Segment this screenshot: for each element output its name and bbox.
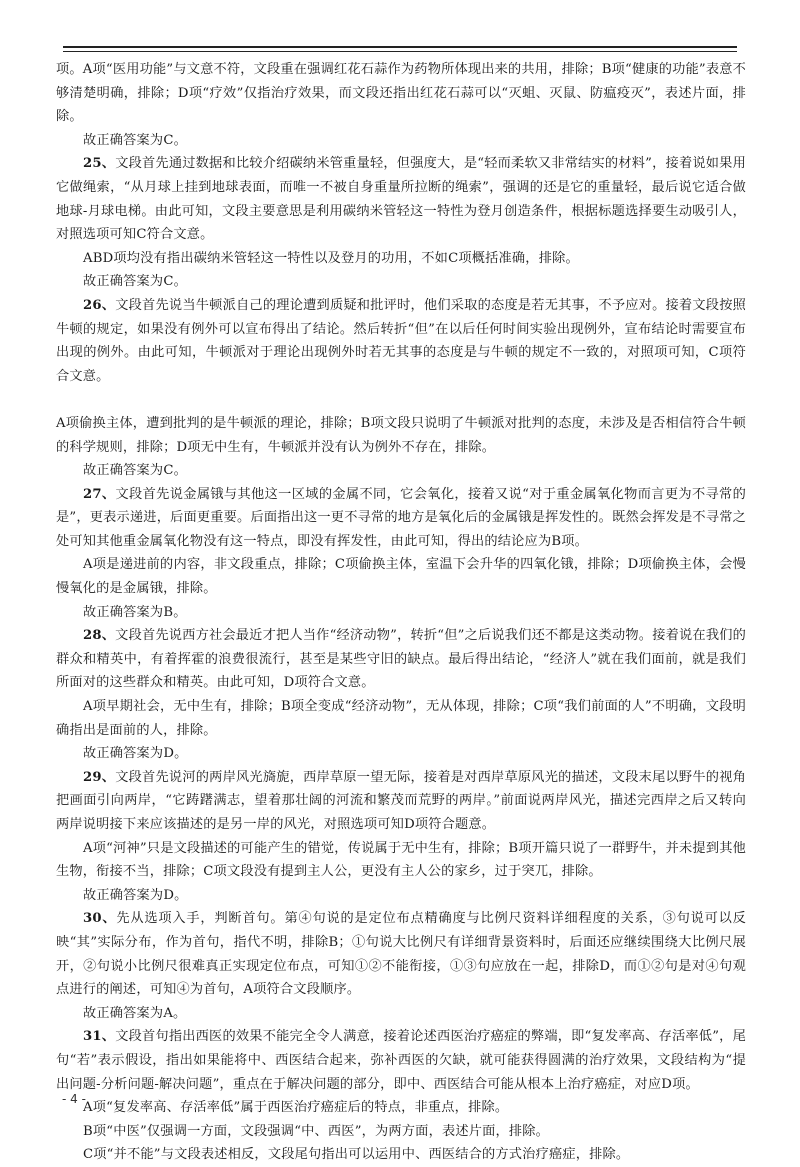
paragraph: 故正确答案为C。 (83, 463, 188, 479)
paragraph: A项“河神”只是文段描述的可能产生的错觉，传说属于无中生有，排除；B项开篇只说了一群野牛，并未提到其他生物，衔接不当，排除；C项文段没有提到主人公，更没有主人公的家乡，过于突兀，排除。 (56, 840, 746, 880)
question-number: 31、 (83, 1029, 116, 1045)
question-text: 文段首先说金属锇与其他这一区域的金属不同，它会氧化，接着又说“对于重金属氧化物而言更为不寻常的是”，更表示递进，后面更重要。后面指出这一更不寻常的地方是氧化后的金属锇是挥发性的。既然会挥发是不寻常之处可知其他重金属氧化物没有这一特点，即没有挥发性，由此可知，得出的结论应为B项。 (56, 486, 747, 549)
paragraph: 故正确答案为D。 (83, 887, 188, 903)
question-text: 文段首先说河的两岸风光旖旎，西岸草原一望无际，接着是对西岸草原风光的描述，文段末尾以野牛的视角把画面引向两岸，“它踌躇满志，望着那壮阔的河流和繁茂而荒野的两岸。”前面说两岸风光，描述完西岸之后又转向两岸说明接下来应该描述的是另一岸的风光，对照选项可知D项符合题意。 (56, 769, 746, 832)
question-text: 文段首先说当牛顿派自己的理论遭到质疑和批评时，他们采取的态度是若无其事，不予应对。接着文段按照牛顿的规定，如果没有例外可以宣布得出了结论。然后转折“但”在以后任何时间实验出现例外，宣布结论时需要宣布出现的例外。由此可知，牛顿派对于理论出现例外时若无其事的态度是与牛顿的规定不一致的，对照项可知，C项符合文意。 (56, 297, 746, 384)
question-explanation (56, 907, 746, 1001)
paragraph: 项。A项“医用功能”与文意不符，文段重在强调红花石蒜作为药物所体现出来的共用，排除；B项“健康的功能”表意不够清楚明确，排除；D项“疗效”仅指治疗效果，而文段还指出红花石蒜可以“灭蛆、灭鼠、防瘟疫灭”，表述片面，排除。 (56, 62, 746, 125)
question-number: 29、 (83, 769, 116, 785)
question-explanation (56, 483, 746, 554)
question-explanation (56, 1025, 746, 1096)
question-number: 25、 (83, 156, 116, 172)
question-text: 文段首先说西方社会最近才把人当作“经济动物”，转折“但”之后说我们还不都是这类动物。接着说在我们的群众和精英中，有着挥霍的浪费很流行，甚至是某些守旧的缺点。最后得出结论，“经济人”就在我们面前，就是我们所面对的这些群众和精英。由此可知，D项符合文意。 (56, 628, 747, 691)
question-explanation (56, 152, 746, 246)
question-text: 先从选项入手，判断首句。第④句说的是定位布点精确度与比例尺资料详细程度的关系，③句说可以反映“其”实际分布，作为首句，指代不明，排除B；①句说大比例尺有详细背景资料时，后面还应继续围绕大比例尺展开，②句说小比例尺很难真正实现定位布点，可知①②不能衔接，①③句应放在一起，排除D，而①②句是对④句观点进行的阐述，可知④为首句，A项符合文段顺序。 (56, 911, 746, 998)
paragraph: ABD项均没有指出碳纳米管轻这一特性以及登月的功用，不如C项概括准确，排除。 (83, 250, 579, 266)
paragraph: A项“复发率高、存活率低”属于西医治疗癌症后的特点，非重点，排除。 (83, 1100, 509, 1116)
question-text: 文段首先通过数据和比较介绍碳纳米管重量轻，但强度大，是“轻而柔软又非常结实的材料”，接着说如果用它做绳索，“从月球上挂到地球表面，而唯一不被自身重量所拉断的绳索”，强调的还是它的重量轻，最后说它适合做地球-月球电梯。由此可知，文段主要意思是利用碳纳米管轻这一特性为登月创造条件，根据标题选择要生动吸引人，对照选项可知C符合文意。 (56, 156, 746, 243)
paragraph: 故正确答案为B。 (83, 604, 187, 620)
question-number: 30、 (83, 911, 117, 927)
paragraph: 故正确答案为D。 (83, 746, 188, 762)
paragraph: A项偷换主体，遭到批判的是牛顿派的理论，排除；B项文段只说明了牛顿派对批判的态度，未涉及是否相信符合牛顿的科学规则，排除；D项无中生有，牛顿派并没有认为例外不存在，排除。 (56, 415, 746, 455)
question-number: 28、 (83, 628, 116, 644)
paragraph: C项“并不能”与文段表述相反，文段尾句指出可以运用中、西医结合的方式治疗癌症，排除。 (83, 1147, 630, 1163)
question-explanation (56, 766, 746, 837)
paragraph: 故正确答案为C。 (83, 132, 188, 148)
header-rule-thick (63, 46, 737, 48)
paragraph: 故正确答案为C。 (83, 274, 188, 290)
answer-explanations (56, 58, 746, 1167)
blank-line (56, 388, 746, 412)
paragraph: A项是递进前的内容，非文段重点，排除；C项偷换主体，室温下会升华的四氧化锇，排除；D项偷换主体，会慢慢氧化的是金属锇，排除。 (56, 557, 746, 597)
paragraph: 故正确答案为A。 (83, 1005, 187, 1021)
question-number: 27、 (83, 486, 116, 502)
page-number: - 4 - (62, 1092, 86, 1106)
paragraph: B项“中医”仅强调一方面，文段强调“中、西医”，为两方面，表述片面，排除。 (83, 1123, 550, 1139)
header-rule-thin (63, 51, 737, 52)
question-explanation (56, 624, 746, 695)
question-text: 文段首句指出西医的效果不能完全令人满意，接着论述西医治疗癌症的弊端，即“复发率高、存活率低”，尾句“若”表示假设，指出如果能将中、西医结合起来，弥补西医的欠缺，就可能获得圆满的治疗效果，文段结构为“提出问题-分析问题-解决问题”，重点在于解决问题的部分，即中、西医结合可能从根本上治疗癌症，对应D项。 (56, 1029, 746, 1092)
question-explanation (56, 294, 746, 388)
paragraph: A项早期社会，无中生有，排除；B项全变成“经济动物”，无从体现，排除；C项“我们前面的人”不明确，文段明确指出是面前的人，排除。 (56, 699, 746, 738)
question-number: 26、 (83, 297, 116, 313)
